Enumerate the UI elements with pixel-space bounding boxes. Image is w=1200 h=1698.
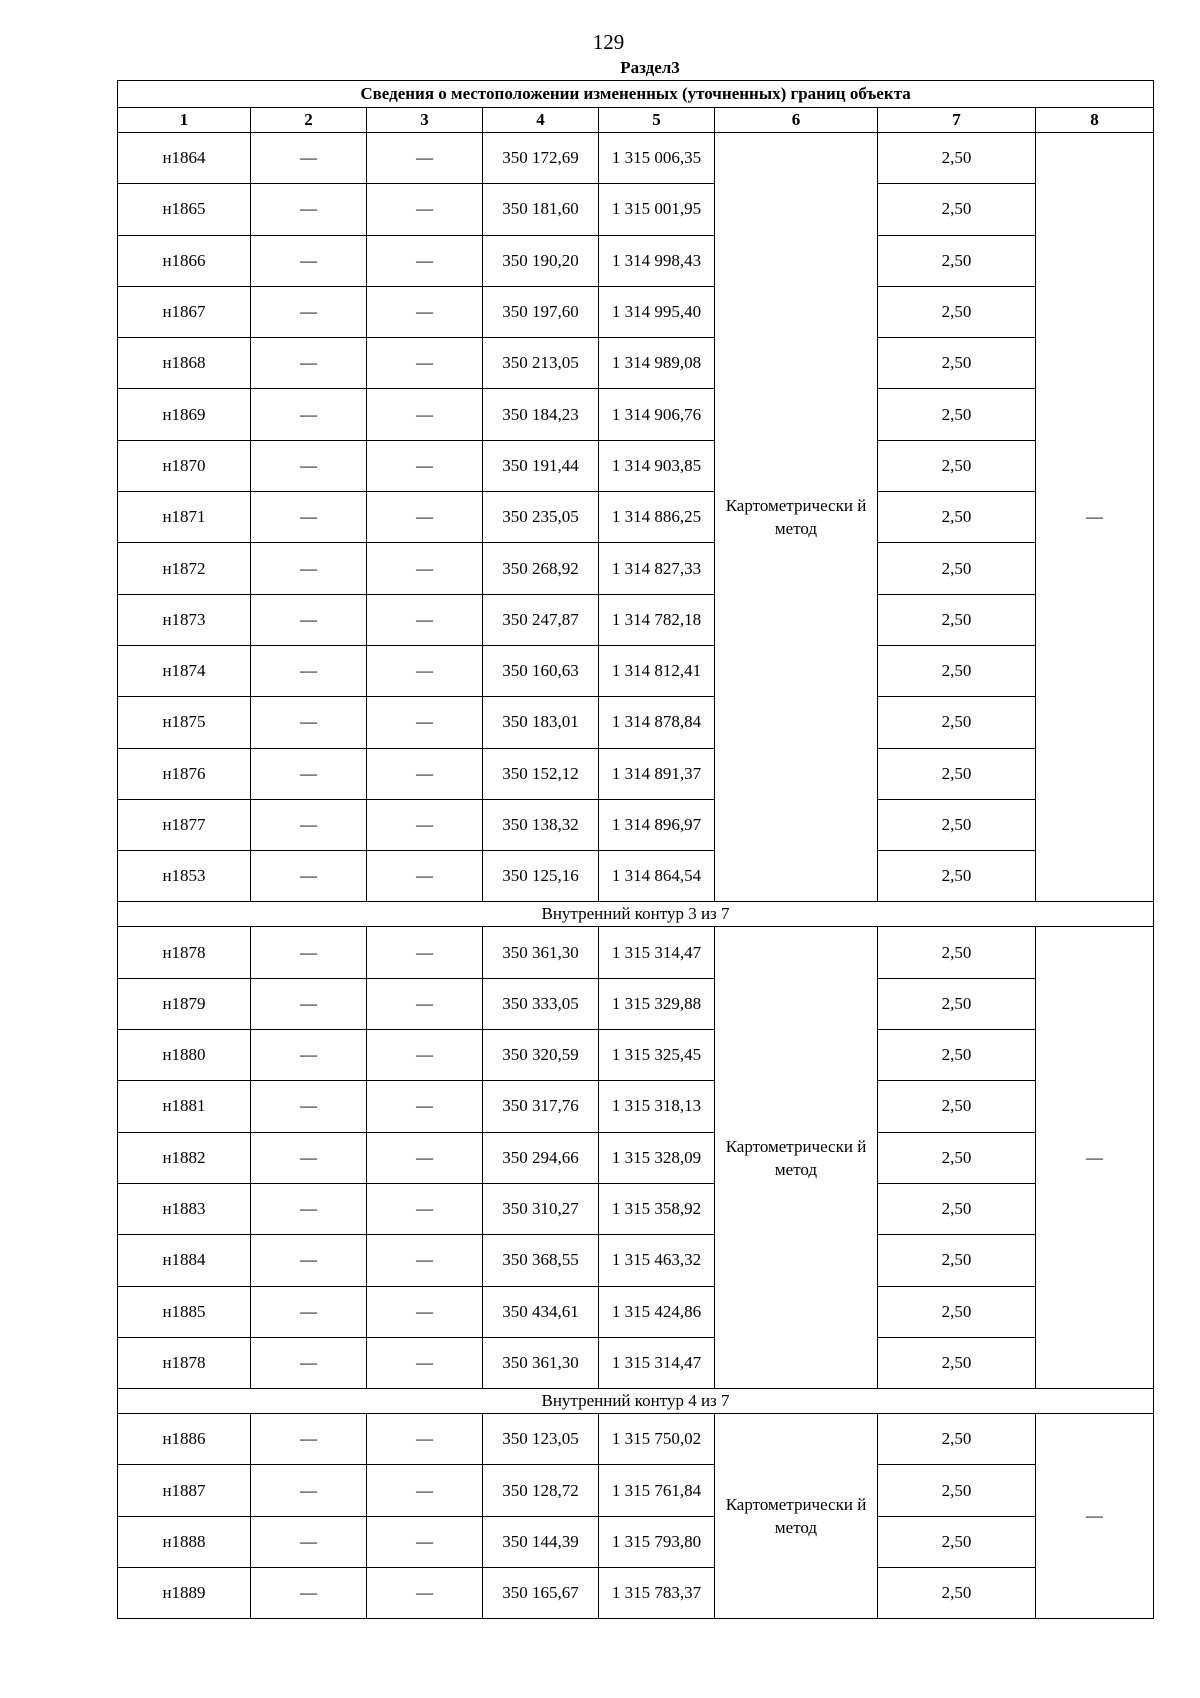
column-2-cell: — xyxy=(251,927,367,978)
table-row xyxy=(118,1414,1154,1465)
point-name-cell: н1853 xyxy=(118,851,251,902)
y-coordinate-cell: 1 315 006,35 xyxy=(599,133,715,184)
x-coordinate-cell: 350 368,55 xyxy=(483,1235,599,1286)
accuracy-cell: 2,50 xyxy=(878,851,1036,902)
accuracy-cell: 2,50 xyxy=(878,133,1036,184)
table-row xyxy=(118,1286,1154,1337)
y-coordinate-cell: 1 315 783,37 xyxy=(599,1568,715,1619)
accuracy-cell: 2,50 xyxy=(878,594,1036,645)
point-name-cell: н1868 xyxy=(118,338,251,389)
accuracy-cell: 2,50 xyxy=(878,338,1036,389)
column-3-cell: — xyxy=(367,1030,483,1081)
table-row xyxy=(118,748,1154,799)
contour-group-row xyxy=(118,902,1154,927)
column-number-header: 7 xyxy=(878,108,1036,133)
column-3-cell: — xyxy=(367,1286,483,1337)
column-2-cell: — xyxy=(251,1414,367,1465)
point-name-cell: н1864 xyxy=(118,133,251,184)
table-row xyxy=(118,799,1154,850)
y-coordinate-cell: 1 314 906,76 xyxy=(599,389,715,440)
y-coordinate-cell: 1 315 318,13 xyxy=(599,1081,715,1132)
x-coordinate-cell: 350 310,27 xyxy=(483,1183,599,1234)
x-coordinate-cell: 350 333,05 xyxy=(483,978,599,1029)
accuracy-cell: 2,50 xyxy=(878,645,1036,696)
table-row xyxy=(118,286,1154,337)
x-coordinate-cell: 350 181,60 xyxy=(483,184,599,235)
column-2-cell: — xyxy=(251,440,367,491)
table-row xyxy=(118,697,1154,748)
accuracy-cell: 2,50 xyxy=(878,1286,1036,1337)
column-3-cell: — xyxy=(367,286,483,337)
column-2-cell: — xyxy=(251,389,367,440)
table-title: Сведения о местоположении измененных (уточненных) границ объекта xyxy=(118,81,1154,108)
column-2-cell: — xyxy=(251,1465,367,1516)
column-number-header: 1 xyxy=(118,108,251,133)
accuracy-cell: 2,50 xyxy=(878,1568,1036,1619)
y-coordinate-cell: 1 314 782,18 xyxy=(599,594,715,645)
column-3-cell: — xyxy=(367,440,483,491)
y-coordinate-cell: 1 314 995,40 xyxy=(599,286,715,337)
point-name-cell: н1878 xyxy=(118,1337,251,1388)
table-row xyxy=(118,543,1154,594)
y-coordinate-cell: 1 314 864,54 xyxy=(599,851,715,902)
table-row xyxy=(118,594,1154,645)
table-row xyxy=(118,1568,1154,1619)
point-name-cell: н1865 xyxy=(118,184,251,235)
method-cell: Картометрически й метод xyxy=(715,1414,878,1619)
column-2-cell: — xyxy=(251,851,367,902)
x-coordinate-cell: 350 183,01 xyxy=(483,697,599,748)
contour-label: Внутренний контур 3 из 7 xyxy=(118,902,1154,927)
point-name-cell: н1883 xyxy=(118,1183,251,1234)
point-name-cell: н1877 xyxy=(118,799,251,850)
column-number-row xyxy=(118,108,1154,133)
column-number-header: 8 xyxy=(1036,108,1154,133)
y-coordinate-cell: 1 314 998,43 xyxy=(599,235,715,286)
column-2-cell: — xyxy=(251,543,367,594)
y-coordinate-cell: 1 314 891,37 xyxy=(599,748,715,799)
x-coordinate-cell: 350 184,23 xyxy=(483,389,599,440)
x-coordinate-cell: 350 191,44 xyxy=(483,440,599,491)
column-2-cell: — xyxy=(251,1516,367,1567)
accuracy-cell: 2,50 xyxy=(878,1183,1036,1234)
column-3-cell: — xyxy=(367,594,483,645)
column-2-cell: — xyxy=(251,184,367,235)
y-coordinate-cell: 1 314 812,41 xyxy=(599,645,715,696)
column-3-cell: — xyxy=(367,389,483,440)
column-2-cell: — xyxy=(251,1286,367,1337)
point-name-cell: н1866 xyxy=(118,235,251,286)
column-2-cell: — xyxy=(251,1132,367,1183)
column-3-cell: — xyxy=(367,338,483,389)
column-2-cell: — xyxy=(251,697,367,748)
column-2-cell: — xyxy=(251,1183,367,1234)
point-name-cell: н1867 xyxy=(118,286,251,337)
accuracy-cell: 2,50 xyxy=(878,799,1036,850)
x-coordinate-cell: 350 361,30 xyxy=(483,1337,599,1388)
page-number: 129 xyxy=(592,30,625,54)
column-3-cell: — xyxy=(367,978,483,1029)
point-name-cell: н1886 xyxy=(118,1414,251,1465)
column-3-cell: — xyxy=(367,235,483,286)
table-row xyxy=(118,440,1154,491)
column-2-cell: — xyxy=(251,1030,367,1081)
y-coordinate-cell: 1 315 761,84 xyxy=(599,1465,715,1516)
x-coordinate-cell: 350 160,63 xyxy=(483,645,599,696)
table-row xyxy=(118,184,1154,235)
y-coordinate-cell: 1 314 886,25 xyxy=(599,492,715,543)
table-row xyxy=(118,1465,1154,1516)
column-2-cell: — xyxy=(251,235,367,286)
x-coordinate-cell: 350 128,72 xyxy=(483,1465,599,1516)
column-2-cell: — xyxy=(251,133,367,184)
x-coordinate-cell: 350 235,05 xyxy=(483,492,599,543)
accuracy-cell: 2,50 xyxy=(878,1132,1036,1183)
column-3-cell: — xyxy=(367,184,483,235)
accuracy-cell: 2,50 xyxy=(878,1465,1036,1516)
column-number-header: 2 xyxy=(251,108,367,133)
table-row xyxy=(118,235,1154,286)
table-row xyxy=(118,1030,1154,1081)
table-row xyxy=(118,389,1154,440)
column-3-cell: — xyxy=(367,799,483,850)
table-row xyxy=(118,645,1154,696)
accuracy-cell: 2,50 xyxy=(878,1414,1036,1465)
accuracy-cell: 2,50 xyxy=(878,286,1036,337)
column-2-cell: — xyxy=(251,286,367,337)
table-row xyxy=(118,1337,1154,1388)
y-coordinate-cell: 1 315 424,86 xyxy=(599,1286,715,1337)
boundary-coordinates-table xyxy=(117,80,1154,1619)
point-name-cell: н1878 xyxy=(118,927,251,978)
point-name-cell: н1884 xyxy=(118,1235,251,1286)
column-2-cell: — xyxy=(251,1337,367,1388)
method-cell: Картометрически й метод xyxy=(715,133,878,902)
point-name-cell: н1882 xyxy=(118,1132,251,1183)
point-name-cell: н1869 xyxy=(118,389,251,440)
column-3-cell: — xyxy=(367,133,483,184)
x-coordinate-cell: 350 294,66 xyxy=(483,1132,599,1183)
x-coordinate-cell: 350 123,05 xyxy=(483,1414,599,1465)
column-3-cell: — xyxy=(367,1568,483,1619)
column-2-cell: — xyxy=(251,799,367,850)
table-row xyxy=(118,492,1154,543)
x-coordinate-cell: 350 361,30 xyxy=(483,927,599,978)
x-coordinate-cell: 350 268,92 xyxy=(483,543,599,594)
accuracy-cell: 2,50 xyxy=(878,543,1036,594)
table-row xyxy=(118,1516,1154,1567)
column-3-cell: — xyxy=(367,697,483,748)
table-row xyxy=(118,927,1154,978)
x-coordinate-cell: 350 190,20 xyxy=(483,235,599,286)
y-coordinate-cell: 1 314 896,97 xyxy=(599,799,715,850)
column-3-cell: — xyxy=(367,1235,483,1286)
x-coordinate-cell: 350 165,67 xyxy=(483,1568,599,1619)
x-coordinate-cell: 350 434,61 xyxy=(483,1286,599,1337)
y-coordinate-cell: 1 314 903,85 xyxy=(599,440,715,491)
y-coordinate-cell: 1 315 328,09 xyxy=(599,1132,715,1183)
point-name-cell: н1881 xyxy=(118,1081,251,1132)
column-2-cell: — xyxy=(251,1235,367,1286)
column-2-cell: — xyxy=(251,645,367,696)
x-coordinate-cell: 350 317,76 xyxy=(483,1081,599,1132)
table-row xyxy=(118,1132,1154,1183)
y-coordinate-cell: 1 315 750,02 xyxy=(599,1414,715,1465)
column-3-cell: — xyxy=(367,927,483,978)
column-3-cell: — xyxy=(367,1414,483,1465)
point-name-cell: н1885 xyxy=(118,1286,251,1337)
point-name-cell: н1875 xyxy=(118,697,251,748)
point-name-cell: н1870 xyxy=(118,440,251,491)
y-coordinate-cell: 1 315 329,88 xyxy=(599,978,715,1029)
point-name-cell: н1887 xyxy=(118,1465,251,1516)
accuracy-cell: 2,50 xyxy=(878,1235,1036,1286)
table-body xyxy=(118,133,1154,1619)
contour-label: Внутренний контур 4 из 7 xyxy=(118,1389,1154,1414)
column-3-cell: — xyxy=(367,543,483,594)
x-coordinate-cell: 350 213,05 xyxy=(483,338,599,389)
column-3-cell: — xyxy=(367,1132,483,1183)
y-coordinate-cell: 1 315 314,47 xyxy=(599,1337,715,1388)
point-name-cell: н1874 xyxy=(118,645,251,696)
column-2-cell: — xyxy=(251,978,367,1029)
column-2-cell: — xyxy=(251,492,367,543)
table-row xyxy=(118,1081,1154,1132)
column-3-cell: — xyxy=(367,492,483,543)
section-title: Раздел3 xyxy=(620,58,680,77)
point-name-cell: н1872 xyxy=(118,543,251,594)
table-row xyxy=(118,1183,1154,1234)
accuracy-cell: 2,50 xyxy=(878,1337,1036,1388)
accuracy-cell: 2,50 xyxy=(878,389,1036,440)
point-name-cell: н1880 xyxy=(118,1030,251,1081)
x-coordinate-cell: 350 172,69 xyxy=(483,133,599,184)
column-3-cell: — xyxy=(367,1516,483,1567)
y-coordinate-cell: 1 315 325,45 xyxy=(599,1030,715,1081)
table-row xyxy=(118,133,1154,184)
x-coordinate-cell: 350 320,59 xyxy=(483,1030,599,1081)
column-3-cell: — xyxy=(367,1081,483,1132)
column-2-cell: — xyxy=(251,1568,367,1619)
column-8-cell: — xyxy=(1036,927,1154,1389)
accuracy-cell: 2,50 xyxy=(878,492,1036,543)
point-name-cell: н1879 xyxy=(118,978,251,1029)
accuracy-cell: 2,50 xyxy=(878,748,1036,799)
y-coordinate-cell: 1 315 358,92 xyxy=(599,1183,715,1234)
accuracy-cell: 2,50 xyxy=(878,1516,1036,1567)
contour-group-row xyxy=(118,1389,1154,1414)
x-coordinate-cell: 350 144,39 xyxy=(483,1516,599,1567)
column-3-cell: — xyxy=(367,1337,483,1388)
column-2-cell: — xyxy=(251,338,367,389)
column-3-cell: — xyxy=(367,1465,483,1516)
accuracy-cell: 2,50 xyxy=(878,697,1036,748)
column-number-header: 6 xyxy=(715,108,878,133)
column-8-cell: — xyxy=(1036,133,1154,902)
x-coordinate-cell: 350 125,16 xyxy=(483,851,599,902)
point-name-cell: н1871 xyxy=(118,492,251,543)
y-coordinate-cell: 1 315 793,80 xyxy=(599,1516,715,1567)
y-coordinate-cell: 1 314 878,84 xyxy=(599,697,715,748)
accuracy-cell: 2,50 xyxy=(878,440,1036,491)
column-number-header: 5 xyxy=(599,108,715,133)
table-row xyxy=(118,978,1154,1029)
accuracy-cell: 2,50 xyxy=(878,927,1036,978)
column-2-cell: — xyxy=(251,594,367,645)
accuracy-cell: 2,50 xyxy=(878,978,1036,1029)
column-3-cell: — xyxy=(367,1183,483,1234)
point-name-cell: н1888 xyxy=(118,1516,251,1567)
point-name-cell: н1876 xyxy=(118,748,251,799)
point-name-cell: н1873 xyxy=(118,594,251,645)
point-name-cell: н1889 xyxy=(118,1568,251,1619)
x-coordinate-cell: 350 138,32 xyxy=(483,799,599,850)
x-coordinate-cell: 350 247,87 xyxy=(483,594,599,645)
y-coordinate-cell: 1 315 314,47 xyxy=(599,927,715,978)
accuracy-cell: 2,50 xyxy=(878,1081,1036,1132)
column-2-cell: — xyxy=(251,748,367,799)
column-number-header: 4 xyxy=(483,108,599,133)
y-coordinate-cell: 1 315 001,95 xyxy=(599,184,715,235)
accuracy-cell: 2,50 xyxy=(878,184,1036,235)
column-3-cell: — xyxy=(367,851,483,902)
table-row xyxy=(118,1235,1154,1286)
table-row xyxy=(118,338,1154,389)
x-coordinate-cell: 350 197,60 xyxy=(483,286,599,337)
column-3-cell: — xyxy=(367,748,483,799)
column-number-header: 3 xyxy=(367,108,483,133)
x-coordinate-cell: 350 152,12 xyxy=(483,748,599,799)
method-cell: Картометрически й метод xyxy=(715,927,878,1389)
column-3-cell: — xyxy=(367,645,483,696)
y-coordinate-cell: 1 315 463,32 xyxy=(599,1235,715,1286)
y-coordinate-cell: 1 314 989,08 xyxy=(599,338,715,389)
accuracy-cell: 2,50 xyxy=(878,1030,1036,1081)
column-8-cell: — xyxy=(1036,1414,1154,1619)
y-coordinate-cell: 1 314 827,33 xyxy=(599,543,715,594)
column-2-cell: — xyxy=(251,1081,367,1132)
table-row xyxy=(118,851,1154,902)
accuracy-cell: 2,50 xyxy=(878,235,1036,286)
